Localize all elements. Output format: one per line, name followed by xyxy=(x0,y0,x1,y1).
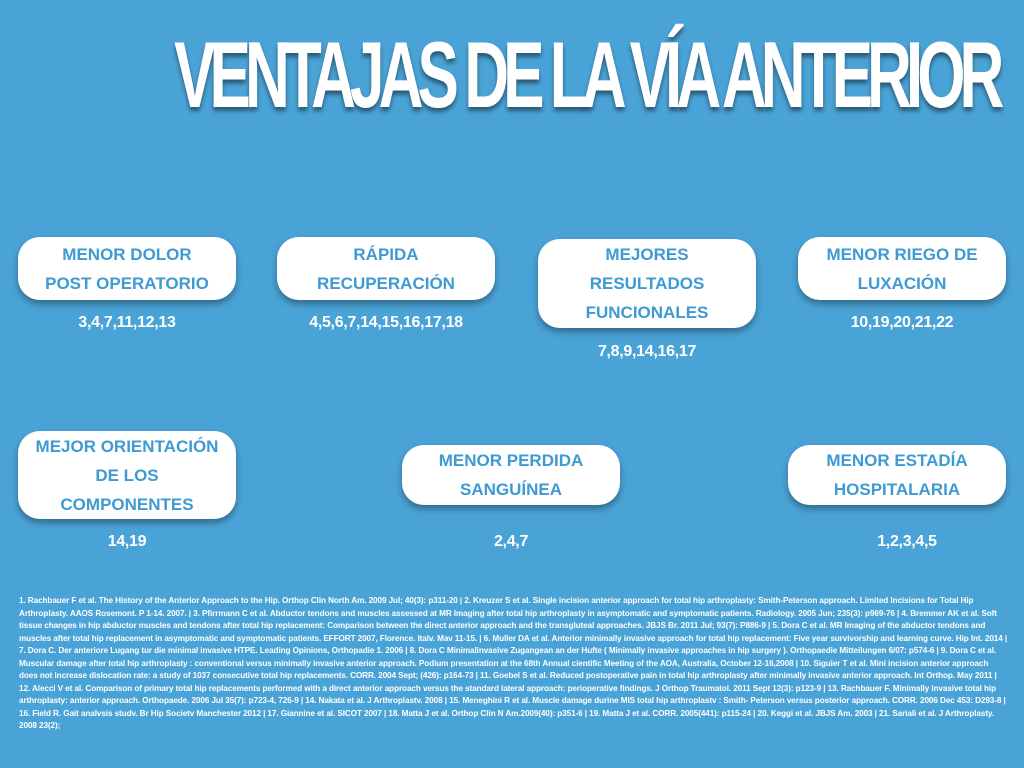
advantage-label-line: MENOR DOLOR xyxy=(62,244,192,264)
advantage-label-line: MENOR RIEGO DE xyxy=(826,244,978,264)
advantage-refs-fast-recovery: 4,5,6,7,14,15,16,17,18 xyxy=(309,314,463,331)
advantage-box-shorter-stay xyxy=(788,445,1006,505)
advantage-label-line: POST OPERATORIO xyxy=(45,273,209,293)
advantage-label-line: MENOR ESTADÍA xyxy=(826,451,968,470)
advantage-box-better-results xyxy=(538,239,756,328)
advantage-refs-better-results: 7,8,9,14,16,17 xyxy=(597,343,697,360)
advantage-refs-less-pain: 3,4,7,11,12,13 xyxy=(78,314,176,331)
advantage-box-less-blood-loss xyxy=(402,445,620,505)
advantage-box-component-orientation xyxy=(18,431,236,519)
advantage-refs-component-orientation: 14,19 xyxy=(107,533,147,550)
advantage-label-line: RESULTADOS xyxy=(589,274,705,293)
advantage-box-fast-recovery xyxy=(277,237,495,300)
advantage-label-line: LUXACIÓN xyxy=(857,273,947,293)
advantage-label-line: SANGUÍNEA xyxy=(459,480,562,499)
advantage-refs-less-blood-loss: 2,4,7 xyxy=(493,533,529,550)
advantage-label-line: RÁPIDA xyxy=(353,244,419,264)
advantage-box-less-luxation xyxy=(798,237,1006,300)
advantage-label-line: DE LOS xyxy=(95,465,159,485)
advantage-refs-shorter-stay: 1,2,3,4,5 xyxy=(877,533,937,550)
advantage-label-line: MENOR PERDIDA xyxy=(438,451,584,470)
advantage-label-line: MEJORES xyxy=(605,245,689,264)
advantage-label-line: HOSPITALARIA xyxy=(833,480,961,499)
advantage-refs-less-luxation: 10,19,20,21,22 xyxy=(850,314,954,331)
advantage-label-line: FUNCIONALES xyxy=(585,303,709,322)
advantage-box-less-pain xyxy=(18,237,236,300)
bibliography: 1. Rachbauer F et al. The History of the Anterior Approach to the Hip. Orthop Clin North Am. 2009 Jul; 40(3): p311-20 | 2. Kreuzer S et al. Single incision anterior approach for total hip arthroplasty: Smith-Peterson approach. Limited Incisions for Total Hip Arthroplasty. AAOS Rosemont. P 1-14. 2007. | 3. Pfirrmann C et al. Abductor tendons and muscles assessed at MR Imaging after total hip arthroplasty in asymptomatic and symptomatic patients. Radiology. 2005 Jun; 235(3): p969-76 | 4. Bremmer AK et al. Soft tissue changes in hip abductor muscles and tendons after total hip replacement: Comparison between the direct anterior approach and the transgluteal approaches. JBJS Br. 2011 Jul; 93(7): P886-9 | 5. Dora C et al. MR Imaging of the abductor tendons and muscles after total hip replacement in asymptomatic and symptomatic patients. EFFORT 2007, Florence. Italv. Mav 11-15. | 6. Muller DA et al. Anterior minimally invasive approach for total hip replacement: Five year survivorship and learning curve. Hip Int. 2014 | 7. Dora C. Der anteriore Lugang tur die minimal invasive HTPE. Leading Opinions, Orthopadie 1. 2006 | 8. Dora C Minimalinvasive Zugangean an der Hufte ( Minimally invasive approaches in hip surgery ). Orthopaedie Mitteilungen 6/07: p574-6 | 9. Dora C et al. Muscular damage after total hip arthroplasty : conventional versus minimally invasive anterior approach. Podium presentation at the 68th Annual cientific Meeting of the AOA, Australia, October 12-16,2008 | 10. Siguier T et al. Mini incision anterior approach does not increase dislocation rate: a study of 1037 consecutive total hip replacements. CORR. 2004 Sept; (426): p164-73 | 11. Goebel S et al. Reduced postoperative pain in total hip arthroplasty after minimally invasive anterior approach. Int Orthop. May 2011 | 12. Alecci V et al. Comparison of primary total hip replacements performed with a direct anterior approach versus the standard lateral approach: perioperative findings. J Orthop Traumatol. 2011 Sept 12(3): p123-9 | 13. Rachbauer F. Minimally invasive total hip arthroplasty: anterior approach. Orthopaede. 2006 Jul 35(7): p723-4, 726-9 | 14. Nakata et al. J Arthroplastv. 2008 | 15. Meneghini R et al. Muscle damage durine MIS total hip arthroplastv : Smith- Peterson versus posterior approach. CORR. 2006 Dec 453: D293-8 | 16. Field R. Gait analvsis studv. Br Hip Societv Manchester 2012 | 17. Giannine et al. SICOT 2007 | 18. Matta J et al. Orthop Clin N Am.2009(40): p351-6 | 19. Matta J et al. CORR. 2005(441): p115-24 | 20. Keggi et al. JBJS Am. 2003 | 21. Sariali et al. J Arthroplasty. 2008 23(2); xyxy=(19,596,1008,730)
advantage-label-line: MEJOR ORIENTACIÓN xyxy=(35,436,219,456)
slide-title: VENTAJAS DE LA VÍA ANTERIOR xyxy=(174,22,999,127)
advantage-label-line: RECUPERACIÓN xyxy=(317,273,455,293)
advantage-label-line: COMPONENTES xyxy=(60,494,194,514)
